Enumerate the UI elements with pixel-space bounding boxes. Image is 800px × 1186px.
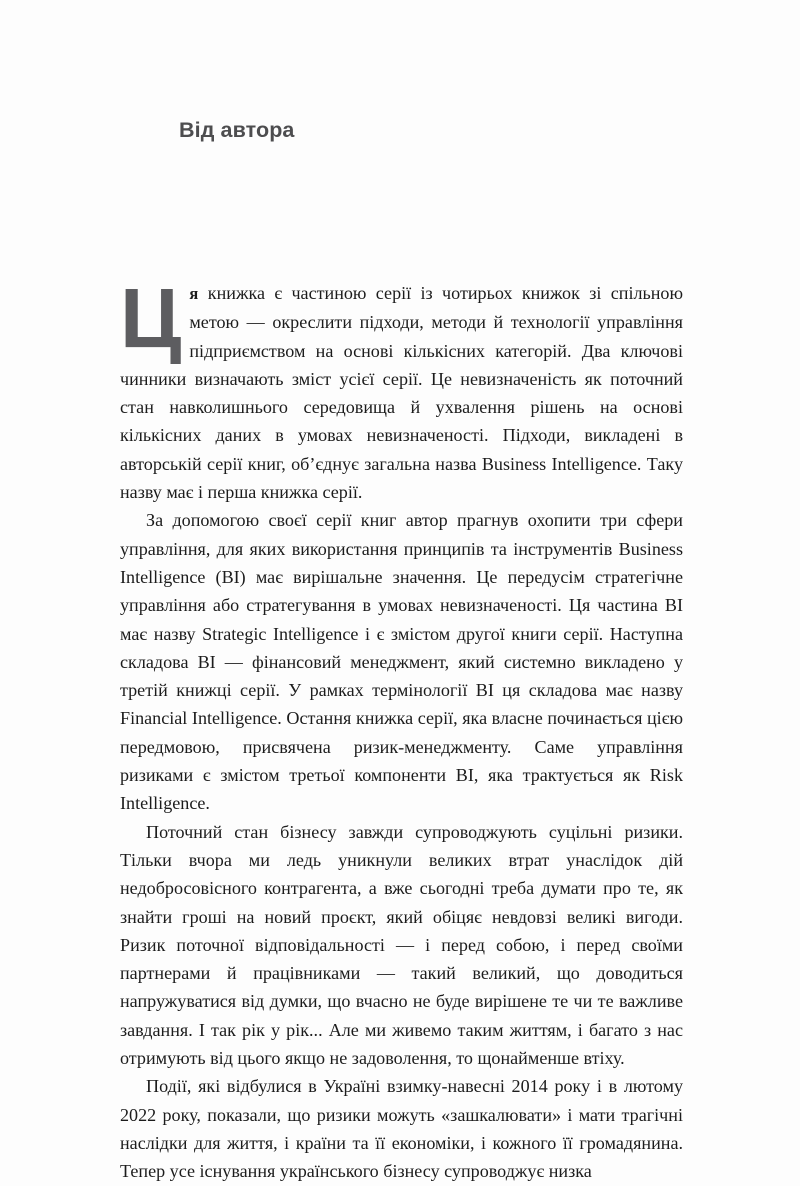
paragraph-2: За допомогою своєї серії книг автор прагнув охопити три сфери управління, для яких використання принципів та інструментів Business Intelligence (BI) має вирішальне значення. Це передусім стратегічне управління або стратегування в умовах невизначеності. Ця частина BI має назву Strategic Intelligence і є змістом другої книги серії. Наступна складова BI — фінансовий менеджмент, який системно викладено у третій книжці серії. У рамках термінології BI ця складова має назву Financial Intelligence. Остання книжка серії, яка власне починається цією передмовою, присвячена ризик-менеджменту. Саме управління ризиками є змістом третьої компоненти BI, яка трактується як Risk Intelligence. (120, 510, 683, 814)
paragraph-3: Поточний стан бізнесу завжди супроводжують суцільні ризики. Тільки вчора ми ледь уникнули великих втрат унаслідок дій недобросовісного контрагента, а вже сьогодні треба думати про те, як знайти гроші на новий проєкт, який обіцяє невдовзі великі вигоди. Ризик поточної відповідальності — і перед собою, і перед своїми партнерами й працівниками — такий великий, що доводиться напружуватися від думки, що вчасно не буде вирішене те чи те важливе завдання. І так рік у рік... Але ми живемо таким життям, і багато з нас отримують від цього якщо не задоволення, то щонайменше втіху. (120, 821, 683, 1069)
page-title: Від автора (179, 118, 295, 143)
body-text-block (120, 271, 683, 1186)
paragraph-4: Події, які відбулися в Україні взимку-навесні 2014 року і в лютому 2022 року, показали, що ризики можуть «зашкалювати» і мати трагічні наслідки для життя, і країни та її економіки, і кожного її громадянина. Тепер усе існування українського бізнесу супроводжує низка (120, 1076, 683, 1182)
paragraph-lead-in: я (189, 284, 199, 303)
paragraph-text: книжка є частиною серії із чотирьох книжок зі спільною метою — окреслити підходи, методи й технології управління підприємством на основі кількісних категорій. Два ключові чинники визначають зміст усієї серії. Це невизначеність як поточний стан навколишнього середовища й ухвалення рішень на основі кількісних даних в умовах невизначеності. Підходи, викладені в авторській серії книг, об’єднує загальна назва Business Intelligence. Таку назву має і перша книжка серії. (120, 283, 683, 503)
paragraph-1 (120, 271, 683, 506)
drop-cap-letter: Ц (120, 271, 182, 365)
